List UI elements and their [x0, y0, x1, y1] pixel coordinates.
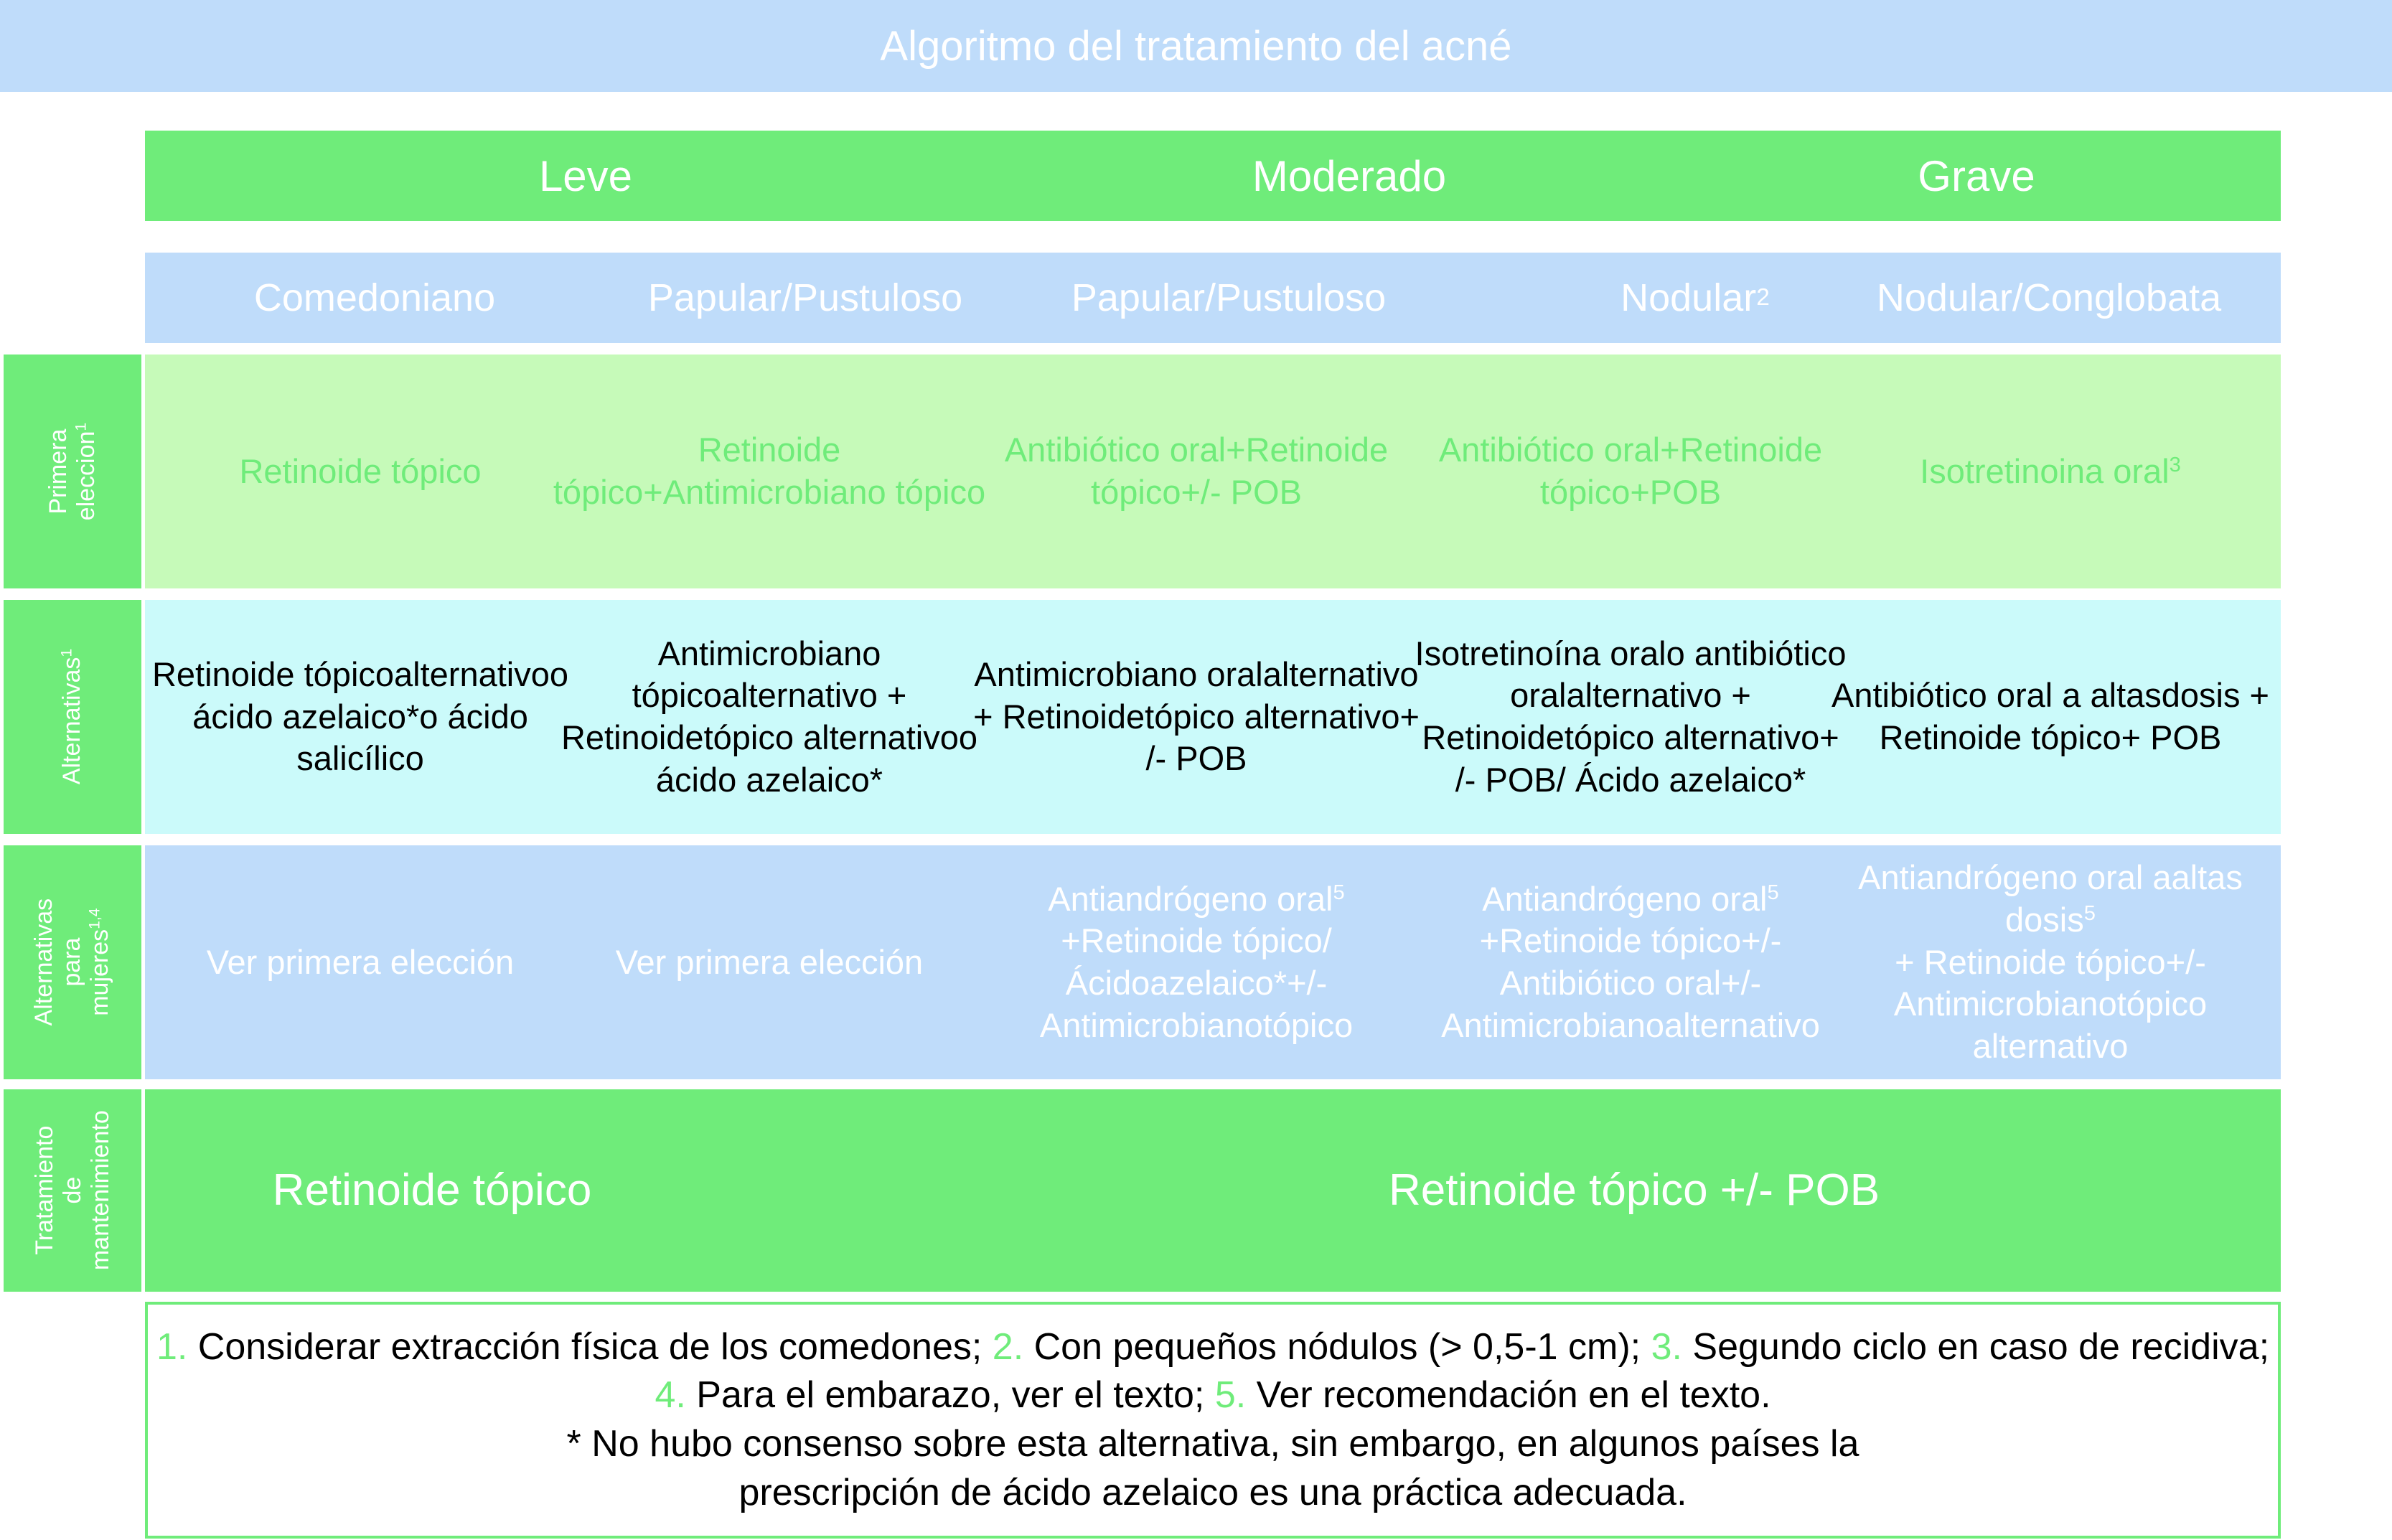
cell-superscript: 5	[2083, 901, 2096, 925]
cell-alternativas-2	[547, 600, 992, 834]
footnote-number: 4.	[655, 1374, 686, 1417]
cell-line: o antibiótico oral	[1510, 634, 1847, 715]
cell-superscript: 5	[1333, 881, 1345, 904]
cell-line: o ácido azelaico*	[192, 654, 569, 736]
cell-line: tópico alternativo	[1145, 697, 1400, 736]
cell-line: +	[1226, 431, 1246, 469]
cell-mujeres-1	[145, 845, 576, 1079]
severity-moderado: Moderado	[1252, 151, 1447, 200]
type-label: Papular/Pustuloso	[647, 276, 963, 319]
severity-grave: Grave	[1918, 151, 2035, 200]
cell-mujeres-3	[970, 845, 1422, 1079]
cell-line: Isotretinoina oral	[1920, 451, 2170, 490]
row-label-line: Tratamiento	[30, 1125, 58, 1256]
type-nodular-conglobata	[1817, 253, 2281, 343]
row-label-line: para	[58, 937, 86, 987]
cell-line: Antimicrobiano tópico	[662, 473, 986, 511]
cell-primera-5	[1824, 355, 2276, 588]
cell-line: Retinoide tópico	[1091, 431, 1389, 511]
row-label-line: de	[58, 1177, 86, 1204]
cell-line: +/-Antimicrobiano	[1039, 964, 1328, 1044]
cell-line: o ácido salicílico	[296, 697, 528, 778]
type-nodular: Nodular 2	[1621, 276, 1770, 319]
cell-line: alternativo + Retinoide	[1422, 676, 1751, 756]
row-label-line: eleccion	[72, 431, 100, 521]
row-mantenimiento	[145, 1089, 2281, 1292]
type-papular-pustuloso-moderado	[970, 253, 1487, 343]
cell-line: Antimicrobiano oral	[974, 654, 1263, 693]
cell-line: + /- POB/ Ácido azelaico*	[1455, 718, 1839, 799]
cell-line: tópico alternativo	[1972, 985, 2208, 1066]
cell-line: tópico	[1262, 1005, 1354, 1044]
cell-mujeres-2	[547, 845, 992, 1079]
footnote-text: Para el embarazo, ver el texto;	[685, 1374, 1205, 1417]
cell-primera-4	[1408, 355, 1853, 588]
cell-alternativas-4	[1408, 600, 1853, 834]
footnote-number: 5.	[1214, 1374, 1247, 1417]
footnotes-box	[145, 1302, 2281, 1539]
row-alternativas-mujeres	[145, 845, 2281, 1079]
row-label-mantenimiento	[4, 1089, 141, 1292]
cell-line: alternativo	[1664, 1005, 1820, 1044]
row-label-alternativas	[4, 600, 141, 834]
cell-line: Retinoide tópico	[553, 431, 841, 511]
footnote-asterisk: * No hubo consenso sobre esta alternativa, sin embargo, en algunos países la	[566, 1423, 1859, 1465]
cell-line: Ver primera elección	[206, 942, 515, 981]
type-header-row	[145, 253, 2281, 343]
cell-line: azelaico*	[1150, 964, 1288, 1002]
cell-line: +/- Antimicrobiano	[1893, 942, 2206, 1023]
cell-line: Retinoide tópico	[239, 451, 482, 490]
row-label-line: Alternativas	[58, 657, 86, 785]
cell-line: o ácido azelaico*	[655, 718, 978, 799]
row-label-superscript: 1,4	[86, 908, 103, 930]
cell-line: +/-Antimicrobiano	[1441, 964, 1762, 1044]
cell-alternativas-3	[970, 600, 1422, 834]
type-label: Nodular/Conglobata	[1876, 276, 2222, 319]
cell-primera-2	[547, 355, 992, 588]
severity-header-row	[145, 131, 2281, 221]
row-label-line: Primera	[44, 428, 72, 515]
row-label-primera-eleccion	[4, 355, 141, 588]
type-label: Papular/Pustuloso	[1071, 276, 1387, 319]
cell-line: Antiandrógeno oral	[1482, 879, 1768, 918]
row-label-superscript: 1	[58, 649, 75, 658]
cell-line: Ver primera elección	[615, 942, 924, 981]
cell-line: +Retinoide tópico	[1479, 921, 1742, 960]
footnotes-text	[148, 1323, 2278, 1517]
cell-superscript: 5	[1767, 881, 1779, 904]
footnote-text: Ver recomendación en el texto.	[1246, 1374, 1771, 1417]
cell-line: tópico alternativo	[1564, 718, 1820, 756]
cell-line: Antibiótico oral	[1438, 431, 1661, 469]
type-comedoniano	[145, 253, 604, 343]
cell-line: +	[1660, 431, 1680, 469]
cell-line: POB	[1649, 473, 1722, 511]
cell-line: Antiandrógeno oral	[1048, 879, 1333, 918]
cell-line: Isotretinoína oral	[1415, 634, 1666, 672]
cell-line: +	[1630, 473, 1650, 511]
cell-line: Retinoide tópico	[151, 654, 395, 693]
cell-alternativas-5	[1824, 600, 2276, 834]
cell-line: +/- POB	[1181, 473, 1302, 511]
footnote-number: 3.	[1651, 1325, 1682, 1368]
row-label-line: mujeres	[86, 929, 114, 1017]
cell-line: tópico alternativo	[703, 718, 959, 756]
cell-line: Antiandrógeno oral a	[1858, 858, 2172, 897]
footnote-text: Segundo ciclo en caso de recidiva;	[1682, 1325, 2270, 1368]
cell-line: +/-Antibiótico oral	[1499, 921, 1782, 1002]
cell-mujeres-4	[1408, 845, 1853, 1079]
cell-superscript: 3	[2169, 453, 2181, 476]
row-alternativas	[145, 600, 2281, 834]
maintenance-moderado-grave: Retinoide tópico +/- POB	[1388, 1165, 1880, 1216]
page-title: Algoritmo del tratamiento del acné	[880, 22, 1512, 70]
cell-line: + Retinoide tópico	[1895, 942, 2166, 981]
cell-line: alternativo	[394, 654, 550, 693]
cell-alternativas-1	[145, 600, 576, 834]
cell-line: Retinoide tópico	[1539, 431, 1823, 511]
cell-line: alternativo + Retinoide	[561, 676, 907, 756]
type-label: Nodular	[1621, 276, 1757, 319]
cell-primera-3	[970, 355, 1422, 588]
severity-leve: Leve	[538, 151, 633, 200]
row-label-alternativas-mujeres	[4, 845, 141, 1079]
cell-primera-1	[145, 355, 576, 588]
footnote-text: Considerar extracción física de los comedones;	[187, 1325, 982, 1368]
cell-line: +	[643, 473, 663, 511]
type-label: Comedoniano	[253, 276, 496, 319]
cell-line: + POB	[2121, 718, 2222, 756]
title-bar	[0, 0, 2392, 92]
row-primera-eleccion	[145, 355, 2281, 588]
row-label-superscript: 1	[72, 422, 90, 431]
footnote-number: 2.	[992, 1325, 1024, 1368]
cell-line: Antibiótico oral	[1004, 431, 1227, 469]
maintenance-leve: Retinoide tópico	[272, 1165, 592, 1216]
cell-line: Antibiótico oral a altas	[1831, 676, 2162, 715]
row-label-line: mantenimiento	[86, 1110, 114, 1271]
cell-line: dosis + Retinoide tópico	[1879, 676, 2270, 756]
cell-line: +Retinoide tópico/Ácido	[1061, 921, 1332, 1002]
row-label-line: Alternativas	[30, 898, 58, 1026]
footnote-number: 1.	[156, 1325, 188, 1368]
footnote-text: Con pequeños nódulos (> 0,5-1 cm);	[1023, 1325, 1641, 1368]
cell-line: altas dosis	[2005, 858, 2243, 939]
cell-line: Antimicrobiano tópico	[632, 634, 881, 715]
cell-line: alternativo + Retinoide	[973, 654, 1419, 736]
footnote-asterisk: prescripción de ácido azelaico es una práctica adecuada.	[738, 1471, 1687, 1513]
cell-mujeres-5	[1824, 845, 2276, 1079]
cell-line: + /- POB	[1145, 697, 1420, 778]
